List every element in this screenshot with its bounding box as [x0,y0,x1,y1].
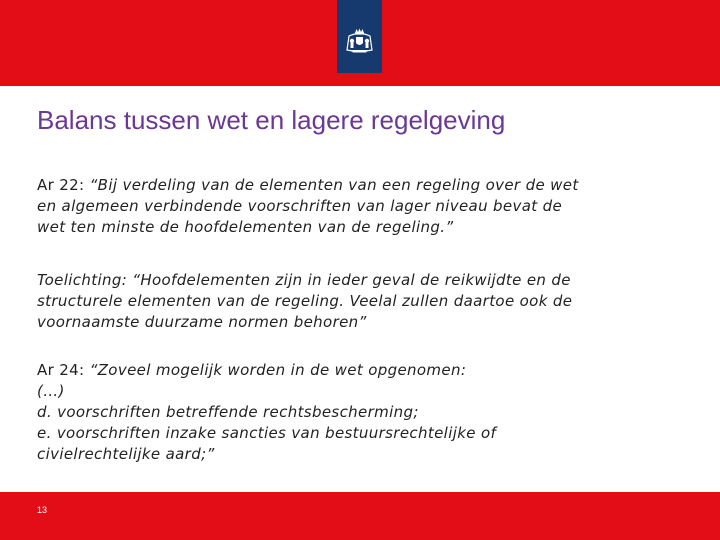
quote-text: wet ten minste de hoofdelementen van de regeling.” [37,218,454,236]
paragraph-toelichting [37,270,697,333]
quote-text: “Bij verdeling van de elementen van een regeling over de wet [89,176,579,194]
slide-title: Balans tussen wet en lagere regelgeving [37,105,506,135]
logo-block [337,0,382,73]
article-ref: Ar 22: [37,176,90,194]
quote-text: voornaamste duurzame normen behoren” [37,313,367,331]
text-line [37,175,697,196]
quote-text: d. voorschriften betreffende rechtsbescherming; [37,403,419,421]
footer-band [0,492,720,540]
text-line [37,360,697,381]
quote-text: en algemeen verbindende voorschriften van lager niveau bevat de [37,197,563,215]
page-number: 13 [37,505,48,515]
paragraph-article-22 [37,175,697,238]
quote-text: e. voorschriften inzake sancties van bestuursrechtelijke of [37,424,497,442]
quote-text: (…) [37,382,65,400]
quote-text: “Zoveel mogelijk worden in de wet opgenomen: [89,361,467,379]
article-ref: Ar 24: [37,361,90,379]
quote-text: civielrechtelijke aard;” [37,445,215,463]
quote-text: structurele elementen van de regeling. Veelal zullen daartoe ook de [37,292,573,310]
header-band [0,0,720,86]
quote-text: Toelichting: “Hoofdelementen zijn in ieder geval de reikwijdte en de [37,271,571,289]
paragraph-article-24 [37,360,697,465]
